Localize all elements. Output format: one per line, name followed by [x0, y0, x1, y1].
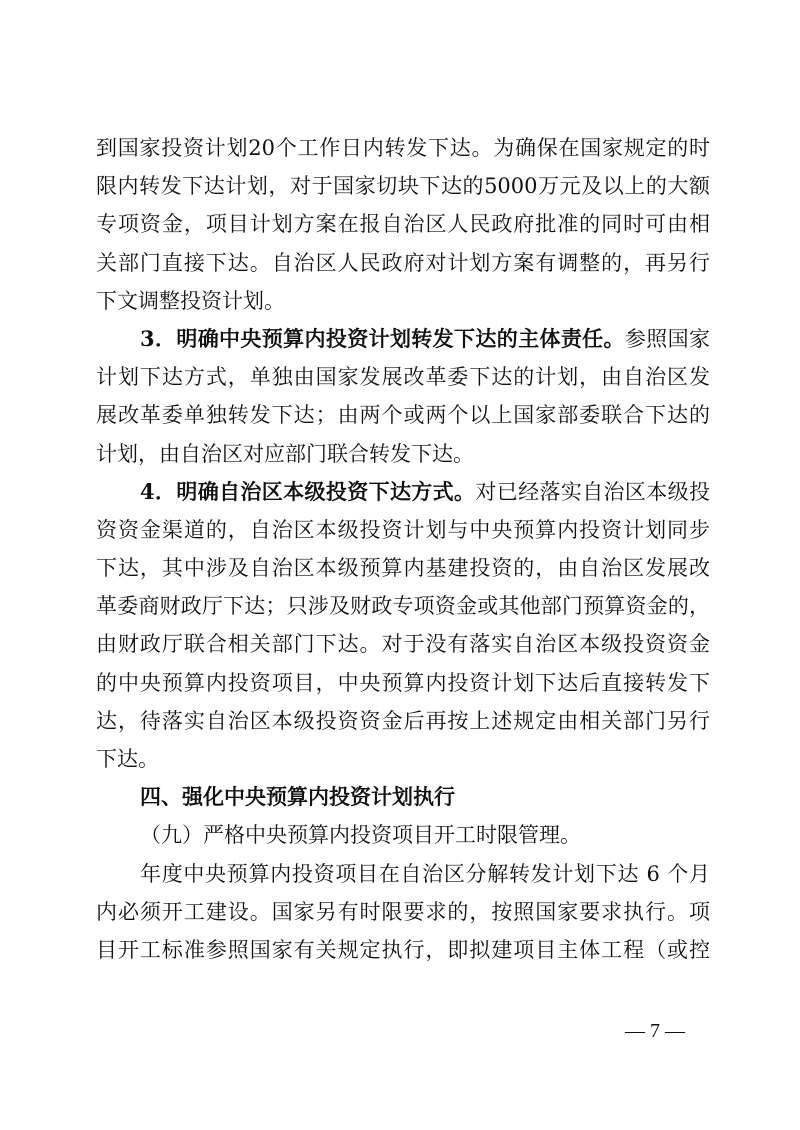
item-4-first-line: [96, 473, 710, 511]
paragraph-line: 到国家投资计划20个工作日内转发下达。为确保在国家规定的时: [96, 136, 710, 160]
paragraph-line: 计划，由自治区对应部门联合转发下达。: [96, 441, 474, 466]
page-number: — 7 —: [625, 1020, 685, 1042]
item-3-first-tail: 参照国家: [624, 326, 710, 351]
body-text: [96, 129, 710, 969]
subsection-9-heading: （九）严格中央预算内投资项目开工时限管理。: [140, 823, 581, 848]
section-4-heading: 四、强化中央预算内投资计划执行: [140, 784, 455, 810]
paragraph-line: 专项资金，项目计划方案在报自治区人民政府批准的同时可由相: [96, 212, 710, 237]
paragraph-line: 的中央预算内投资项目，中央预算内投资计划下达后直接转发下: [96, 670, 710, 695]
item-3-first-line: [96, 320, 710, 358]
paragraph-line: 达，待落实自治区本级投资资金后再按上述规定由相关部门另行: [96, 708, 710, 733]
paragraph-line: 下达。: [96, 747, 159, 771]
paragraph-line: 目开工标准参照国家有关规定执行，即拟建项目主体工程（或控: [96, 937, 710, 962]
item-4-first-tail: 对已经落实自治区本级投: [475, 479, 710, 504]
paragraph-line: 内必须开工建设。国家另有时限要求的，按照国家要求执行。项: [96, 899, 710, 924]
paragraph-line: 资资金渠道的，自治区本级投资计划与中央预算内投资计划同步: [96, 517, 710, 542]
paragraph-line: 革委商财政厅下达；只涉及财政专项资金或其他部门预算资金的，: [96, 594, 710, 619]
paragraph-line: 下达，其中涉及自治区本级预算内基建投资的，由自治区发展改: [96, 556, 710, 581]
paragraph-line: 关部门直接下达。自治区人民政府对计划方案有调整的，再另行: [96, 250, 710, 275]
paragraph-line: 计划下达方式，单独由国家发展改革委下达的计划，由自治区发: [96, 365, 710, 390]
item-3-heading: 3．明确中央预算内投资计划转发下达的主体责任。: [140, 325, 625, 351]
paragraph-line: 展改革委单独转发下达；由两个或两个以上国家部委联合下达的: [96, 403, 710, 428]
paragraph-line: 由财政厅联合相关部门下达。对于没有落实自治区本级投资资金: [96, 632, 710, 657]
paragraph-line: 年度中央预算内投资项目在自治区分解转发计划下达 6 个月: [140, 861, 710, 886]
paragraph-line: 限内转发下达计划，对于国家切块下达的5000万元及以上的大额: [96, 174, 710, 199]
paragraph-line: 下文调整投资计划。: [96, 288, 285, 313]
item-4-heading: 4．明确自治区本级投资下达方式。: [140, 478, 476, 504]
